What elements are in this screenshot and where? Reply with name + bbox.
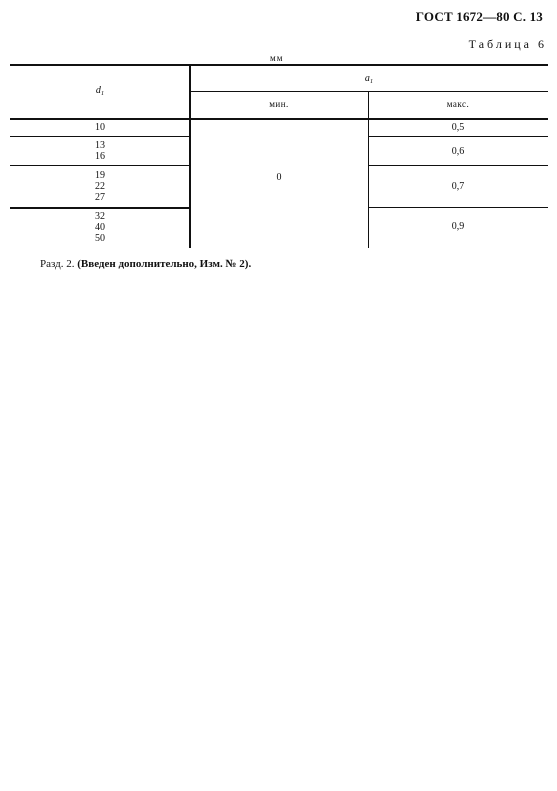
max-value-group-1: 0,5 bbox=[451, 122, 465, 133]
note-bold-text: (Введен дополнительно, Изм. № 2). bbox=[77, 258, 252, 270]
header-a1: $a_1$ bbox=[364, 73, 374, 85]
d-values-group-1: 10 bbox=[95, 122, 105, 133]
row-divider-max-1 bbox=[368, 136, 548, 137]
header-d1: $d_1$ bbox=[95, 85, 105, 97]
header-min: мин. bbox=[269, 99, 289, 109]
row-divider-d-2 bbox=[10, 165, 190, 166]
header-sub-divider bbox=[190, 91, 548, 92]
d-values-group-3: 19 22 27 bbox=[95, 170, 105, 203]
max-value-group-3: 0,7 bbox=[451, 181, 465, 192]
d-values-group-2: 13 16 bbox=[95, 140, 105, 162]
note-prefix: Разд. 2. bbox=[40, 258, 75, 270]
min-value: 0 bbox=[276, 172, 282, 183]
document-header: ГОСТ 1672—80 С. 13 bbox=[415, 9, 543, 24]
table-top-border bbox=[10, 64, 548, 66]
d-values-group-4: 32 40 50 bbox=[95, 211, 105, 244]
row-divider-max-3 bbox=[368, 207, 548, 208]
max-value-group-2: 0,6 bbox=[451, 146, 465, 157]
units-label: мм bbox=[270, 53, 284, 63]
max-value-group-4: 0,9 bbox=[451, 221, 465, 232]
header-bottom-border bbox=[10, 118, 548, 120]
row-divider-max-2 bbox=[368, 165, 548, 166]
header-max: макс. bbox=[446, 99, 470, 109]
row-divider-d-3 bbox=[10, 207, 190, 209]
amendment-note bbox=[40, 258, 251, 270]
row-divider-d-1 bbox=[10, 136, 190, 137]
data-table bbox=[0, 0, 557, 300]
table-caption: Таблица 6 bbox=[468, 37, 547, 51]
